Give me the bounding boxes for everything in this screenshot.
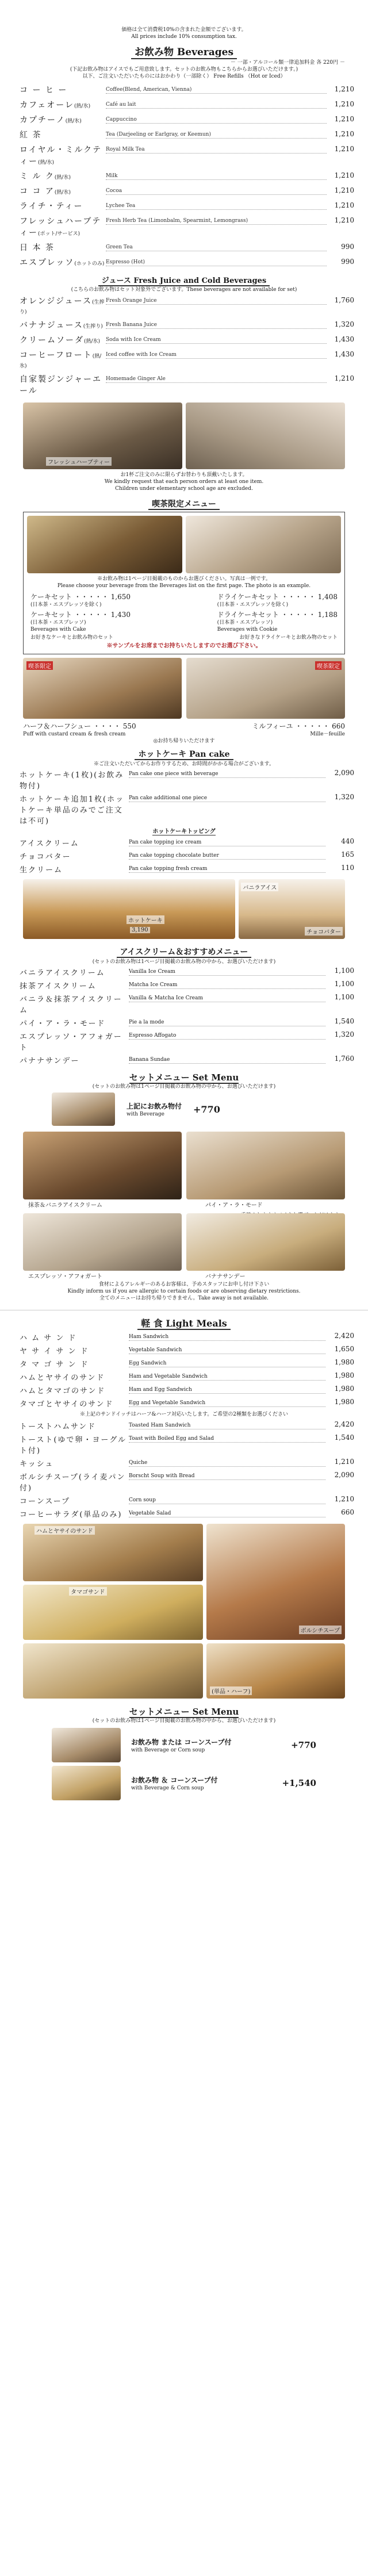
juice-row-price: 1,430 — [334, 335, 354, 343]
choux-item: ハーフ＆ハーフシュー ・・・・ 550 Puff with custard cream & fresh cream — [23, 722, 136, 737]
choose-cake-notes: お好きなケーキとお飲み物のセット お好きなドライケーキとお飲み物のセット — [30, 635, 338, 641]
tax-note-jp: 価格は全て消費税10%の含まれた金額でございます。 — [121, 27, 247, 33]
set-menu-2-title: セットメニュー Set Menu — [129, 1707, 239, 1717]
allergy-notes: 食材によるアレルギーのあるお客様は、予めスタッフにお申し付け下さい Kindly inform us if you are allergic to certain foods or are observing dietary restrictions. 全てのメニューはお持ち帰りできません。Take away is not available. — [67, 1282, 301, 1301]
beverage-row — [0, 97, 368, 112]
hotcake-row-jp: ホットケーキ(1枚)(お飲み物付) — [20, 771, 124, 791]
herb-tea-photo-row — [23, 402, 345, 469]
beverage-row-en: Café au lait — [106, 99, 327, 109]
meal-row — [0, 1331, 368, 1344]
banana-photo — [186, 1213, 345, 1280]
meal-row-price: 1,650 — [334, 1345, 354, 1353]
topping-row — [0, 862, 368, 876]
icecream-row-en: Vanilla Ice Cream — [129, 967, 325, 976]
limited-badge-2: 喫茶限定 — [315, 661, 342, 670]
icecream-row-en: Matcha Ice Cream — [129, 980, 325, 989]
free-refill-note: 以下、ご注文いただいたものにはおかわり（一部除く） Free Refills （Hot or Iced） — [82, 74, 286, 79]
icecream-row-en: Pie a la mode — [129, 1017, 325, 1026]
juice-row-en: Fresh Banana Juice — [106, 319, 327, 329]
icecream-row-price: 1,320 — [334, 1030, 354, 1038]
meal-row-2-en: Borscht Soup with Bread — [129, 1471, 325, 1480]
meal-row-en: Ham and Egg Sandwich — [129, 1385, 325, 1394]
topping-row-price: 110 — [341, 864, 354, 872]
beverage-row-price: 1,210 — [334, 186, 354, 194]
beverage-row-price: 990 — [341, 243, 354, 251]
juice-note: (こちらのお飲み物はセット対象外でございます。These beverages are not available for set) — [71, 287, 297, 293]
beverage-row-jp: エスプレッソ(ホットのみ) — [20, 258, 105, 267]
meal-row-2-price: 660 — [341, 1508, 354, 1516]
icecream-title: アイスクリーム＆おすすめメニュー — [0, 946, 368, 957]
cafe-limited-title: 喫茶限定メニュー — [0, 498, 368, 509]
beverage-row-jp: フレッシュハーブティー(ポット/サービス) — [20, 217, 102, 237]
hotcake-row — [0, 768, 368, 792]
beverage-row-en: Espresso (Hot) — [106, 256, 327, 266]
meal-row-2-jp: トーストハムサンド — [20, 1423, 97, 1431]
beverage-row — [0, 213, 368, 240]
meal-row-2-en: Toast with Boiled Egg and Salad — [129, 1433, 325, 1443]
juice-row-jp: クリームソーダ(熱/氷) — [20, 336, 101, 345]
half-note: ※上記のサンドイッチはハーフ&ハーフ対応いたします。ご希望の2種類をお選びください — [79, 1412, 289, 1417]
pie-photo — [186, 1132, 345, 1209]
beverage-row-price: 1,210 — [334, 100, 354, 108]
meal-row-jp: ハムとヤサイのサンド — [20, 1374, 105, 1382]
juice-row-price: 1,210 — [334, 374, 354, 382]
tax-note-en: All prices include 10% consumption tax. — [131, 34, 237, 40]
millefeuille-photo — [186, 658, 345, 719]
beverage-row-price: 1,210 — [334, 85, 354, 93]
beverage-row-jp: ミ ル ク(熱/氷) — [20, 172, 71, 181]
meal-row-2-jp: キッシュ — [20, 1460, 54, 1469]
meal-row — [0, 1370, 368, 1383]
beverage-row-en: Coffee(Blend, American, Vienna) — [106, 84, 327, 94]
juice-list — [0, 293, 368, 398]
beverage-row — [0, 112, 368, 127]
set-menu-label: 上記にお飲み物付 with Beverage — [126, 1102, 182, 1117]
hotcake-photo-label: ホットケーキ — [126, 915, 164, 924]
meal-row — [0, 1383, 368, 1397]
set2-photo-1 — [52, 1728, 121, 1762]
meal-row-2-jp: コーヒーサラダ(単品のみ) — [20, 1511, 122, 1519]
meal-row-2-jp: ボルシチスープ(ライ麦パン付) — [20, 1473, 126, 1493]
meal-row — [0, 1397, 368, 1410]
beverage-row-jp: カプチーノ(熱/氷) — [20, 116, 82, 125]
icecream-row-price: 1,100 — [334, 967, 354, 975]
topping-row-en: Pan cake topping ice cream — [129, 837, 325, 846]
meal-row-2-en: Vegetable Salad — [129, 1508, 325, 1517]
beverage-row — [0, 183, 368, 198]
meal-row-2-en: Corn soup — [129, 1495, 325, 1504]
set-menu-row — [0, 1090, 368, 1128]
sample-note: ※サンプルをお席までお持ちいたしますのでお選び下さい。 — [106, 643, 262, 649]
meal-row-en: Egg and Vegetable Sandwich — [129, 1398, 325, 1407]
icecream-row — [0, 1029, 368, 1053]
dry-cake-photo — [186, 516, 341, 573]
coffee-cup-photo — [186, 402, 345, 469]
hotcake-note: ※ご注文いただいてからお作りするため、お時間がかかる場合がございます。 — [94, 761, 274, 767]
beverage-row — [0, 127, 368, 142]
beverage-list — [0, 82, 368, 270]
ham-veg-photo: ハムとヤサイのサンド — [23, 1524, 203, 1581]
meal-row-jp: ヤ サ イ サ ン ド — [20, 1347, 89, 1356]
beverage-row-en: Royal Milk Tea — [106, 144, 327, 154]
set-cup-photo — [52, 1092, 115, 1126]
icecream-row — [0, 979, 368, 992]
beverage-row-price: 1,210 — [334, 115, 354, 123]
meal-row-en: Ham Sandwich — [129, 1332, 325, 1341]
juice-row — [0, 332, 368, 347]
meal-list — [0, 1331, 368, 1410]
cake-set-item: ケーキセット ・・・・・ 1,650 (日本茶・エスプレッソを除く) — [30, 593, 131, 608]
meal-list-2 — [0, 1419, 368, 1520]
meal-row-jp: タマゴとヤサイのサンド — [20, 1400, 114, 1409]
meal-row-2 — [0, 1470, 368, 1494]
meal-row-en: Ham and Vegetable Sandwich — [129, 1371, 325, 1381]
juice-row-jp: コーヒーフロート(熱/氷) — [20, 351, 102, 369]
beverage-row-jp: コ コ ア(熱/氷) — [20, 187, 71, 196]
hotcake-photo — [23, 879, 235, 939]
pastry-photo-row — [23, 658, 345, 719]
meal-row-en: Vegetable Sandwich — [129, 1345, 325, 1354]
beverage-row — [0, 168, 368, 183]
beverage-row-price: 1,210 — [334, 130, 354, 138]
beverage-row-jp: 日 本 茶 — [20, 243, 55, 252]
meal-row-2-price: 1,210 — [334, 1495, 354, 1503]
icecream-row — [0, 1053, 368, 1067]
icecream-row-price: 1,540 — [334, 1017, 354, 1025]
herb-tea-photo — [23, 402, 182, 469]
hotcake-row-jp: ホットケーキ追加1枚(ホットケーキ単品のみでご注文は不可) — [20, 795, 125, 826]
juice-row-price: 1,430 — [334, 350, 354, 358]
meal-row-price: 1,980 — [334, 1385, 354, 1393]
juice-row-jp: オレンジジュース(生搾り) — [20, 297, 105, 315]
topping-row-en: Pan cake topping fresh cream — [129, 864, 325, 873]
juice-row-price: 1,760 — [334, 296, 354, 304]
topping-row-jp: アイスクリーム — [20, 839, 79, 848]
cafe-limited-note: ※お飲み物は1ページ目掲載のものからお選びください。写真は一例です。 — [97, 576, 271, 582]
beverage-row-en: Tea (Darjeeling or Earlgray, or Keemun) — [106, 129, 327, 139]
meal-row-jp: タ マ ゴ サ ン ド — [20, 1360, 89, 1369]
topping-list — [0, 836, 368, 876]
set2-line-2: お飲み物 ＆ コーンスープ付 — [131, 1776, 218, 1784]
beverage-row — [0, 240, 368, 255]
set-note: (下記お飲み物はアイスでもご用意致します。セットのお飲み物もこちらからお選びいただけます。) — [70, 67, 298, 72]
hotcake-photo-price: 3,190 — [130, 927, 150, 933]
egg-sandwich-photo: タマゴサンド — [23, 1585, 203, 1640]
meals-title: 軽 食 Light Meals — [0, 1316, 368, 1329]
herb-tea-caption: フレッシュハーブティー — [46, 457, 112, 466]
order-note: お1杯ご注文のみに限らずお替わりも頂戴いたします。 We kindly request that each person orders at least one item. Children under elementary school age are excluded. — [104, 472, 264, 492]
icecream-row-jp: パナナサンデー — [20, 1057, 80, 1065]
banana-caption: バナナサンデー — [205, 1274, 246, 1280]
set2-price-1: +770 — [291, 1740, 316, 1750]
choux-photo — [23, 658, 182, 719]
beverage-row-en: Cappuccino — [106, 114, 327, 124]
meal-row-2-jp: コーンスープ — [20, 1497, 71, 1506]
beverage-row-price: 990 — [341, 258, 354, 266]
icecream-row-jp: バニラ＆抹茶アイスクリーム — [20, 995, 122, 1015]
meal-row-2-en: Toasted Ham Sandwich — [129, 1420, 325, 1429]
hotcake-title: ホットケーキ Pan cake — [0, 748, 368, 760]
meal-row — [0, 1344, 368, 1357]
matcha-photo — [23, 1132, 182, 1209]
juice-title: ジュース Fresh Juice and Cold Beverages — [0, 274, 368, 285]
set2-price-2: +1,540 — [282, 1778, 316, 1788]
meal-row-2 — [0, 1432, 368, 1456]
meal-row-2-jp: トースト(ゆで卵・ヨーグルト付) — [20, 1436, 127, 1455]
meal-row-price: 1,980 — [334, 1358, 354, 1366]
pastry-prices — [0, 719, 368, 738]
beverage-row-en: Fresh Herb Tea (Limonbalm, Spearmint, Lemongrass) — [106, 215, 327, 225]
meal-row-2-price: 2,420 — [334, 1420, 354, 1428]
meal-row-2 — [0, 1494, 368, 1507]
millefeuille-item: ミルフィーユ ・・・・・ 660 Mille－feuille — [252, 722, 345, 737]
juice-row — [0, 293, 368, 317]
icecream-list — [0, 965, 368, 1067]
icecream-row-price: 1,100 — [334, 980, 354, 988]
set2-line-1: お飲み物 または コーンスープ付 — [131, 1738, 232, 1746]
meal-row-price: 1,980 — [334, 1398, 354, 1406]
refill-note: － 一部・アルコール類一律追加料金 各 220円 － — [230, 60, 345, 66]
icecream-row — [0, 992, 368, 1016]
set-menu-title: セットメニュー Set Menu — [129, 1072, 239, 1083]
juice-row-en: Fresh Orange Juice — [106, 295, 327, 305]
vanilla-label: バニラアイス — [241, 883, 278, 891]
topping-row-jp: チョコバター — [20, 853, 71, 861]
meal-row-2 — [0, 1456, 368, 1470]
beverage-row-jp: コ ー ヒ ー — [20, 86, 68, 95]
cake-set-prices — [27, 589, 341, 608]
juice-row-en: Homemade Ginger Ale — [106, 373, 327, 383]
icecream-row-jp: 抹茶アイスクリーム — [20, 982, 97, 991]
icecream-row-price: 1,760 — [334, 1055, 354, 1063]
meal-row-jp: ハ ム サ ン ド — [20, 1334, 77, 1343]
beverage-row-price: 1,210 — [334, 145, 354, 153]
meal-row-en: Egg Sandwich — [129, 1358, 325, 1367]
hotcake-row-en: Pan cake additional one piece — [129, 793, 325, 802]
hotcake-row-price: 1,320 — [334, 793, 354, 801]
beverage-row-jp: ライチ・ティー — [20, 202, 83, 211]
set-menu-note: (セットのお飲み物は1ページ目掲載のお飲み物の中から、お選びいただけます) — [92, 1084, 276, 1090]
topping-row-en: Pan cake topping chocolate butter — [129, 850, 325, 860]
topping-row-price: 440 — [341, 837, 354, 845]
toast-photo: (単品・ハーフ) — [206, 1643, 345, 1699]
beverages-title: お飲み物 Beverages — [0, 44, 368, 58]
topping-row-price: 165 — [341, 850, 354, 858]
choco-label: チョコバター — [305, 927, 343, 936]
hotcake-row-en: Pan cake one piece with beverage — [129, 769, 325, 778]
beverage-row — [0, 198, 368, 213]
set-menu-2-note: (セットのお飲み物は1ページ目掲載のお飲み物の中から、お選びいただけます) — [92, 1718, 276, 1724]
pie-caption: パイ・ア・ラ・モード — [205, 1202, 263, 1209]
cake-set-item-2: ケーキセット ・・・・・ 1,430 (日本茶・エスプレッソ) Beverages with Cake — [30, 611, 131, 632]
meal-row-price: 2,420 — [334, 1332, 354, 1340]
juice-row — [0, 371, 368, 398]
beverage-row-jp: 紅 茶 — [20, 131, 42, 140]
juice-row-price: 1,320 — [334, 320, 354, 328]
tax-note — [0, 0, 368, 40]
meal-row-2 — [0, 1419, 368, 1432]
cake-set-prices-2 — [27, 608, 341, 633]
meal-row-2 — [0, 1507, 368, 1520]
borscht-photo: ボルシチスープ — [206, 1524, 345, 1640]
hotcake-row — [0, 792, 368, 827]
icecream-row — [0, 1016, 368, 1029]
icecream-row-en: Espresso Affogato — [129, 1030, 325, 1040]
topping-title: ホットケーキトッピング — [152, 829, 216, 835]
set-menu-2-row-1: お飲み物 または コーンスープ付 with Beverage or Corn soup +770 — [0, 1724, 368, 1762]
half-sandwich-photo — [23, 1643, 203, 1699]
beverage-row-en: Lychee Tea — [106, 200, 327, 210]
limited-badge-1: 喫茶限定 — [26, 661, 53, 670]
hotcake-list — [0, 768, 368, 827]
beverage-row-price: 1,210 — [334, 171, 354, 179]
beverage-row-en: Green Tea — [106, 241, 327, 251]
juice-row-en: Soda with Ice Cream — [106, 334, 327, 344]
meal-row — [0, 1357, 368, 1370]
juice-row-en: Iced coffee with Ice Cream — [106, 349, 327, 359]
cake-set-photo — [27, 516, 182, 573]
icecream-row-en: Vanilla & Matcha Ice Cream — [129, 993, 325, 1002]
dry-cake-set-item: ドライケーキセット ・・・・・ 1,408 (日本茶・エスプレッソを除く) — [217, 593, 338, 608]
beverage-row-jp: ロイヤル・ミルクティー(熱/氷) — [20, 145, 102, 166]
icecream-row-price: 1,100 — [334, 993, 354, 1001]
icecream-row-jp: パイ・ア・ラ・モード — [20, 1019, 106, 1028]
topping-row-jp: 生クリーム — [20, 866, 63, 875]
icecream-row-jp: バニラアイスクリーム — [20, 969, 105, 977]
set-menu-2-row-2: お飲み物 ＆ コーンスープ付 with Beverage & Corn soup +1,540 — [0, 1762, 368, 1800]
beverage-row-en: Cocoa — [106, 185, 327, 195]
icecream-note: (セットのお飲み物は1ページ目掲載のお飲み物の中から、お選びいただけます) — [92, 959, 276, 965]
topping-row — [0, 849, 368, 862]
cafe-limited-note-en: Please choose your beverage from the Beverages list on the first page. The photo is an example. — [57, 583, 311, 589]
beverage-row-en: Milk — [106, 170, 327, 180]
hotcake-row-price: 2,090 — [334, 769, 354, 777]
meal-row-2-en: Quiche — [129, 1458, 325, 1467]
juice-row-jp: バナナジュース(生搾り) — [20, 321, 103, 330]
beverage-row-price: 1,210 — [334, 201, 354, 209]
beverage-row — [0, 255, 368, 270]
set2-photo-2 — [52, 1766, 121, 1800]
juice-row — [0, 317, 368, 332]
meal-row-2-price: 1,540 — [334, 1433, 354, 1442]
cake-photo-row — [27, 516, 341, 573]
beverage-row-price: 1,210 — [334, 216, 354, 224]
topping-photo — [239, 879, 345, 939]
beverage-row — [0, 142, 368, 168]
meal-row-2-price: 2,090 — [334, 1471, 354, 1479]
topping-row — [0, 836, 368, 849]
meal-photo-grid — [23, 1524, 345, 1699]
hotcake-photo-row — [23, 879, 345, 939]
affogato-photo — [23, 1213, 182, 1280]
meal-row-2-price: 1,210 — [334, 1458, 354, 1466]
icecream-row — [0, 965, 368, 979]
meal-row-jp: ハムとタマゴのサンド — [20, 1387, 106, 1396]
matcha-caption: 抹茶＆バニラアイスクリーム — [28, 1202, 102, 1209]
beverage-row — [0, 82, 368, 97]
dry-cake-set-item-2: ドライケーキセット ・・・・・ 1,188 (日本茶・エスプレッソ) Beverages with Cookie — [217, 611, 338, 632]
affogato-caption: エスプレッソ・アフォガート — [28, 1274, 102, 1280]
meal-row-price: 1,980 — [334, 1371, 354, 1379]
takeout-note: ◎お持ち帰りいただけます — [153, 738, 215, 744]
cafe-limited-box — [23, 512, 345, 654]
juice-row-jp: 自家製ジンジャーエール — [20, 375, 102, 396]
set-menu-price: +770 — [193, 1103, 220, 1115]
icecream-row-en: Banana Sundae — [129, 1055, 325, 1064]
beverage-row-jp: カフェオーレ(熱/氷) — [20, 101, 91, 110]
juice-row — [0, 347, 368, 371]
icecream-row-jp: エスプレッソ・アフォガート — [20, 1033, 122, 1052]
